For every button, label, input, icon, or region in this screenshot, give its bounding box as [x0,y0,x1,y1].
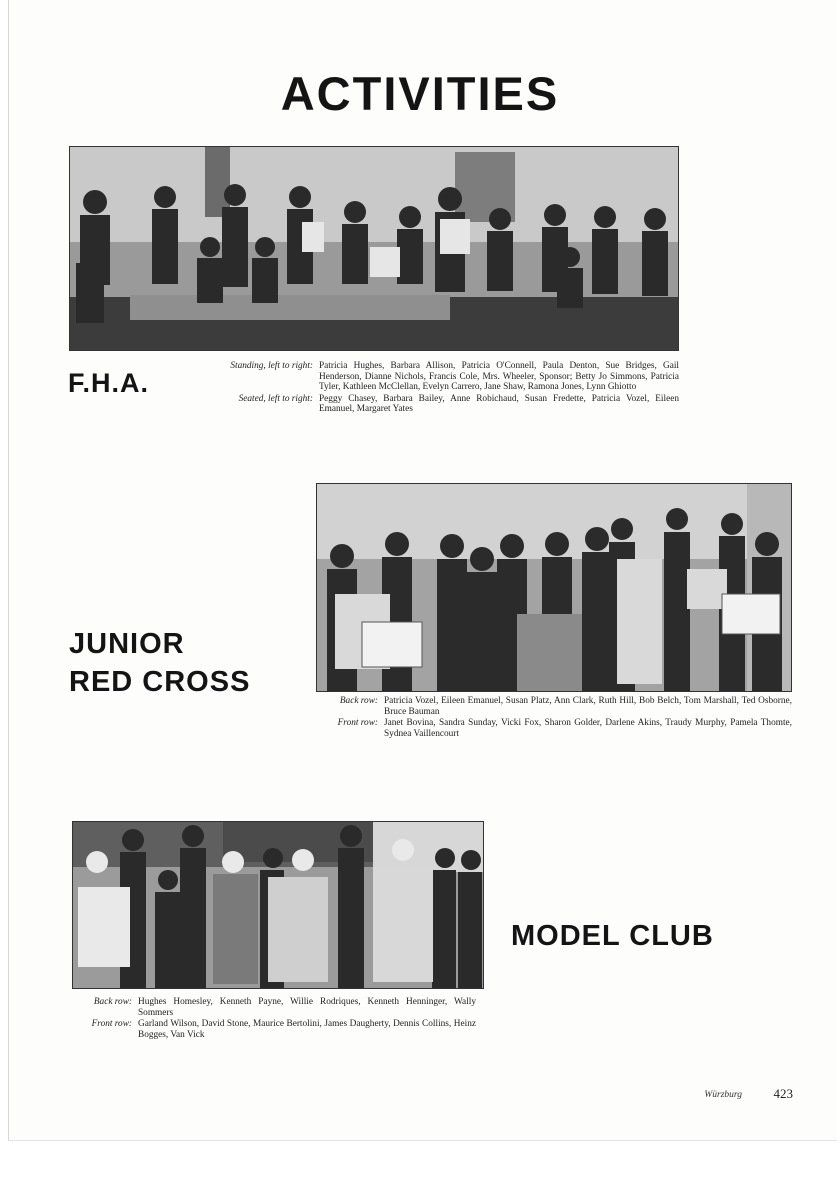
junior-red-cross-title-line2: RED CROSS [69,666,251,698]
fha-caption [205,361,679,416]
fha-photo [69,146,679,351]
caption-label: Standing, left to right: [230,361,313,371]
page-number: 423 [773,1086,793,1101]
mc-caption-front-row [72,1019,476,1040]
caption-names: Patricia Hughes, Barbara Allison, Patricia O'Connell, Paula Denton, Sue Bridges, Gail Henderson, Dianne Nichols, Francis Cole, Mrs. Wheeler, Sponsor; Betty Jo Simmons, Patricia Tyler, Kathleen McClellan, Evelyn Carrero, Jane Shaw, Ramona Jones, Lynn Ghiotto [319,361,679,393]
caption-names: Garland Wilson, David Stone, Maurice Bertolini, James Daugherty, Dennis Collins, Heinz Bogges, Van Vick [138,1019,476,1040]
junior-red-cross-caption [320,696,792,740]
model-club-title: MODEL CLUB [511,920,714,952]
model-club-photo [72,821,484,989]
caption-label: Front row: [91,1019,132,1030]
mc-caption-back-row [72,997,476,1018]
footer-school-name: Würzburg [704,1090,742,1100]
caption-names: Peggy Chasey, Barbara Bailey, Anne Robichaud, Susan Fredette, Patricia Vozel, Eileen Emanuel, Margaret Yates [319,393,679,415]
junior-red-cross-title-line1: JUNIOR [69,628,185,660]
jrc-caption-back-row [320,696,792,717]
caption-label: Back row: [93,997,132,1007]
page-title: ACTIVITIES [280,67,560,120]
caption-names: Janet Bovina, Sandra Sunday, Vicki Fox, Sharon Golder, Darlene Akins, Traudy Murphy, Pamela Thomte, Sydnea Vaillencourt [384,718,792,739]
caption-label: Seated, left to right: [238,393,313,404]
fha-title: F.H.A. [68,368,150,398]
caption-names: Patricia Vozel, Eileen Emanuel, Susan Platz, Ann Clark, Ruth Hill, Bob Belch, Tom Marshall, Ted Osborne, Bruce Bauman [384,696,792,717]
model-club-caption [72,997,476,1041]
jrc-caption-front-row [320,718,792,739]
caption-names: Hughes Homesley, Kenneth Payne, Willie Rodriques, Kenneth Henninger, Wally Sommers [138,997,476,1018]
caption-label: Front row: [337,718,378,729]
fha-caption-seated [205,394,679,415]
caption-label: Back row: [339,696,378,706]
junior-red-cross-photo [316,483,792,692]
fha-caption-standing [205,361,679,393]
junior-red-cross-title [69,625,250,701]
